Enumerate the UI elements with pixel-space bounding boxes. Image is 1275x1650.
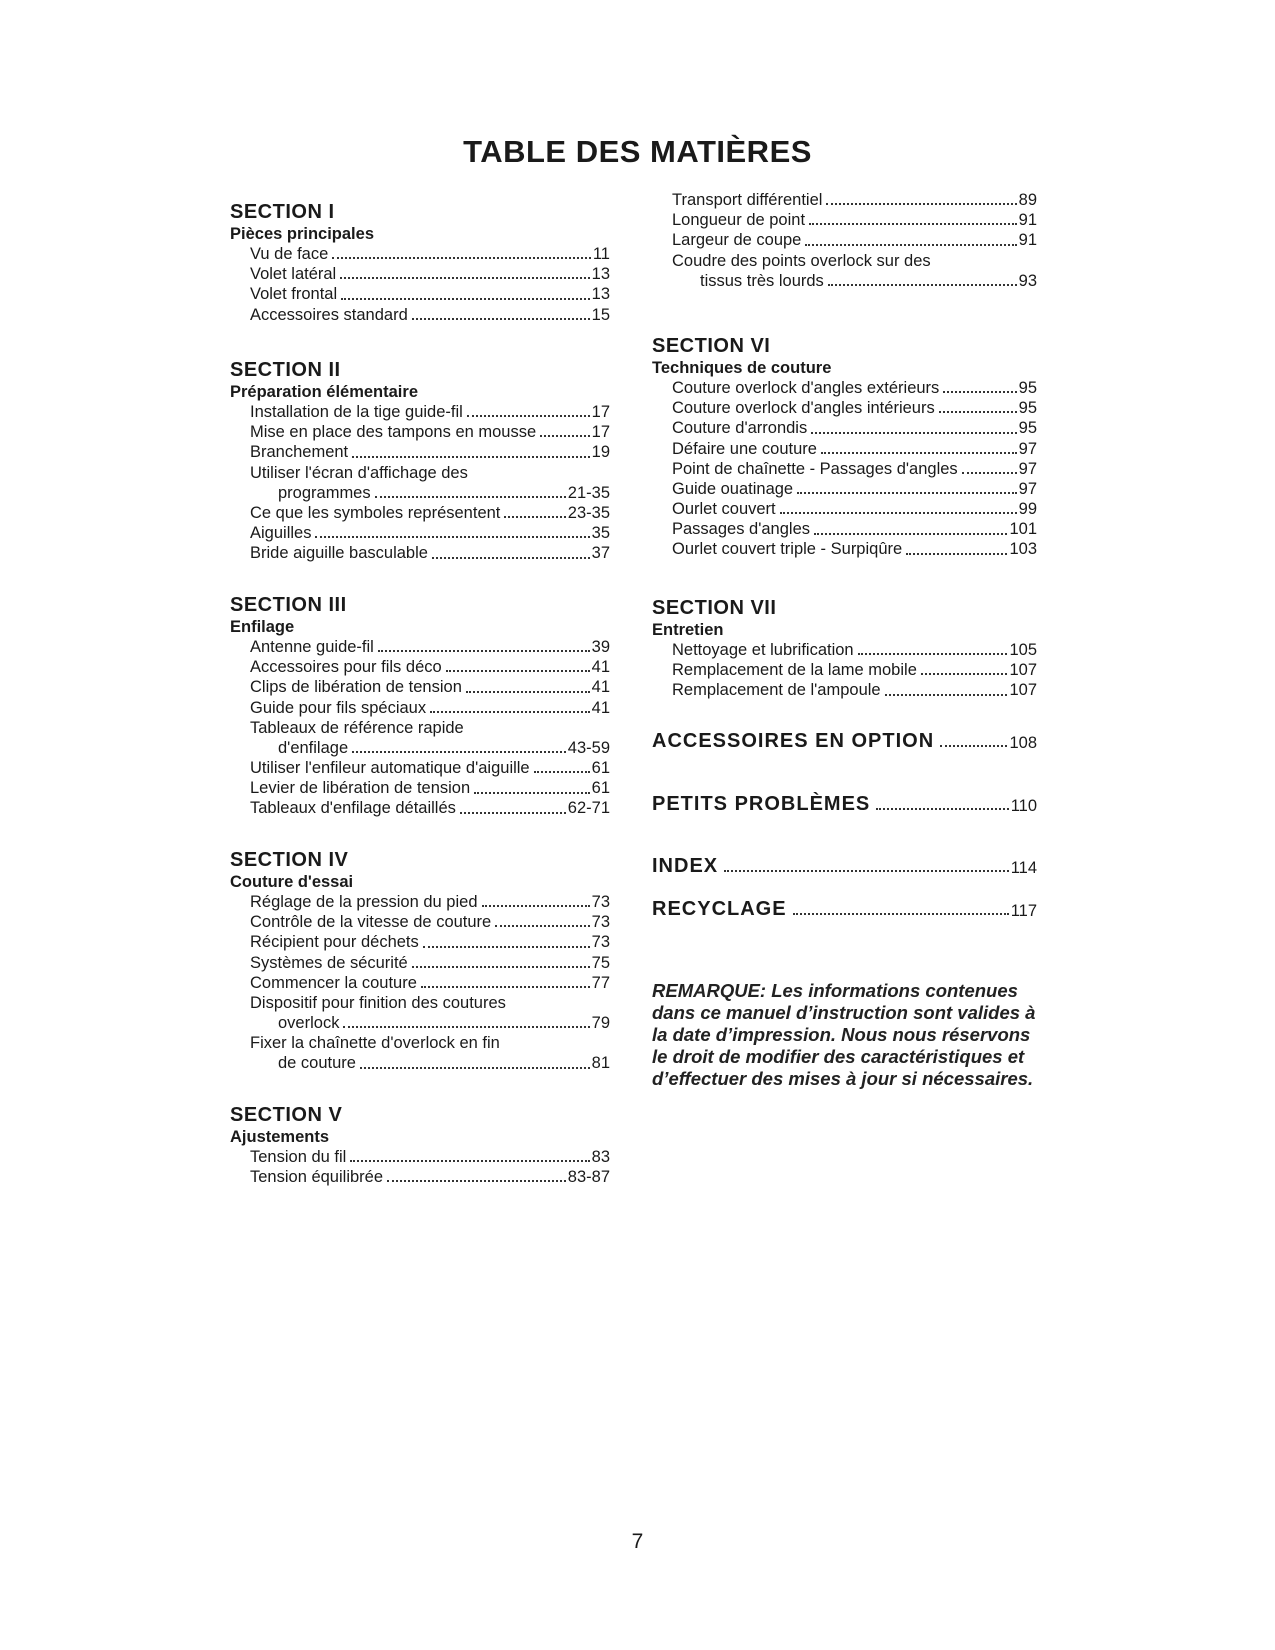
leader-dots <box>939 411 1017 413</box>
entry-label: Volet latéral <box>250 265 337 284</box>
entry-label: Couture overlock d'angles intérieurs <box>672 399 935 418</box>
toc-entry <box>652 499 1037 519</box>
entry-page: 103 <box>1009 540 1037 559</box>
entry-page: 79 <box>591 1014 610 1033</box>
entry-label-line1: Dispositif pour finition des coutures <box>250 993 506 1012</box>
leader-dots <box>805 244 1016 246</box>
entry-page: 83-87 <box>567 1168 610 1187</box>
leader-dots <box>940 745 1007 747</box>
entry-label: Remplacement de la lame mobile <box>672 661 917 680</box>
leader-dots <box>315 536 589 538</box>
toc-entry <box>230 799 610 819</box>
entry-page: 61 <box>591 779 610 798</box>
entry-label-line2: overlock <box>278 1014 340 1033</box>
section-subtitle: Enfilage <box>230 618 295 636</box>
toc-entry <box>230 778 610 798</box>
leader-dots <box>352 751 566 753</box>
leader-dots <box>412 966 590 968</box>
toc-entry <box>652 378 1037 398</box>
entry-line2 <box>250 1013 610 1033</box>
entry-page: 43-59 <box>567 738 610 757</box>
leader-dots <box>430 711 590 713</box>
leader-dots <box>885 694 1008 696</box>
entry-label: Branchement <box>250 443 349 462</box>
section-subtitle: Couture d'essai <box>230 873 354 891</box>
section-6 <box>652 334 1037 560</box>
entry-line2 <box>250 483 610 503</box>
toc-accessoires-option <box>652 730 1037 753</box>
entry-page: 89 <box>1018 190 1037 209</box>
section-title: SECTION V <box>230 1104 343 1126</box>
big-entry-label: PETITS PROBLÈMES <box>652 793 871 815</box>
leader-dots <box>412 318 590 320</box>
toc-recyclage <box>652 898 1037 921</box>
toc-entry <box>652 418 1037 438</box>
toc-entry <box>652 190 1037 210</box>
toc-entry <box>230 305 610 325</box>
leader-dots <box>943 391 1016 393</box>
section-title: SECTION IV <box>230 849 349 871</box>
entry-line2 <box>250 738 610 758</box>
toc-entry <box>652 680 1037 700</box>
entry-label-line1: Fixer la chaînette d'overlock en fin <box>250 1034 500 1053</box>
entry-page: 15 <box>591 305 610 324</box>
leader-dots <box>446 670 590 672</box>
entry-label: Remplacement de l'ampoule <box>672 681 881 700</box>
leader-dots <box>466 691 590 693</box>
entry-page: 73 <box>591 933 610 952</box>
entry-page: 17 <box>591 423 610 442</box>
leader-dots <box>797 492 1017 494</box>
leader-dots <box>876 808 1008 810</box>
leader-dots <box>962 472 1017 474</box>
toc-entry <box>230 892 610 912</box>
entry-page: 41 <box>591 698 610 717</box>
section-subtitle: Techniques de couture <box>652 359 832 377</box>
section-subtitle: Préparation élémentaire <box>230 383 418 401</box>
entry-page: 35 <box>591 524 610 543</box>
leader-dots <box>809 223 1017 225</box>
leader-dots <box>540 435 589 437</box>
entry-page: 19 <box>591 443 610 462</box>
entry-page: 73 <box>591 913 610 932</box>
entry-label: Guide pour fils spéciaux <box>250 698 427 717</box>
leader-dots <box>821 452 1017 454</box>
toc-entry <box>652 398 1037 418</box>
big-entry-page: 114 <box>1010 859 1037 877</box>
leader-dots <box>350 1160 589 1162</box>
entry-page: 62-71 <box>567 799 610 818</box>
section-title: SECTION VI <box>652 335 771 357</box>
section-7 <box>652 596 1037 701</box>
toc-entry <box>230 1033 610 1073</box>
remarque-note: REMARQUE: Les informations contenues dans ce manuel d’instruction sont valides à la date d’impression. Nous nous réservons le droit de modifier des caractéristiques et d’effectuer des mises à jour si nécessaires. <box>652 980 1036 1089</box>
toc-entry <box>230 637 610 657</box>
leader-dots <box>724 870 1009 872</box>
entry-page: 101 <box>1009 520 1037 539</box>
entry-label: Ce que les symboles représentent <box>250 503 501 522</box>
toc-entry <box>230 463 610 503</box>
toc-entry <box>652 230 1037 250</box>
entry-label: Volet frontal <box>250 285 338 304</box>
entry-page: 23-35 <box>567 503 610 522</box>
leader-dots <box>495 925 589 927</box>
entry-label-line2: tissus très lourds <box>700 271 824 290</box>
section-title: SECTION VII <box>652 597 777 619</box>
entry-page: 83 <box>591 1147 610 1166</box>
entry-page: 91 <box>1018 211 1037 230</box>
entry-label: Couture d'arrondis <box>672 419 808 438</box>
toc-entry <box>230 543 610 563</box>
toc-entry <box>230 698 610 718</box>
entry-page: 13 <box>591 285 610 304</box>
entry-label-line2: programmes <box>278 483 371 502</box>
leader-dots <box>423 946 590 948</box>
entry-page: 21-35 <box>567 483 610 502</box>
entry-page: 91 <box>1018 231 1037 250</box>
entry-label-line2: de couture <box>278 1054 356 1073</box>
toc-entry <box>230 657 610 677</box>
entry-page: 97 <box>1018 479 1037 498</box>
big-entry-page: 110 <box>1010 797 1037 815</box>
toc-entry <box>230 953 610 973</box>
section-3 <box>230 593 610 819</box>
leader-dots <box>504 516 565 518</box>
entry-page: 37 <box>591 544 610 563</box>
leader-dots <box>341 298 590 300</box>
toc-entry <box>230 264 610 284</box>
section-title: SECTION I <box>230 201 335 223</box>
toc-entry <box>230 244 610 264</box>
entry-label: Accessoires pour fils déco <box>250 658 442 677</box>
entry-label: Passages d'angles <box>672 520 810 539</box>
entry-page: 97 <box>1018 459 1037 478</box>
entry-line2 <box>672 271 1037 291</box>
leader-dots <box>343 1026 589 1028</box>
section-subtitle: Entretien <box>652 621 724 639</box>
toc-petits-problemes <box>652 793 1037 816</box>
toc-entry <box>652 660 1037 680</box>
entry-label: Guide ouatinage <box>672 479 794 498</box>
leader-dots <box>432 557 590 559</box>
section-subtitle: Pièces principales <box>230 225 374 243</box>
leader-dots <box>780 512 1017 514</box>
section-title: SECTION III <box>230 594 347 616</box>
toc-entry <box>230 973 610 993</box>
entry-label: Clips de libération de tension <box>250 678 462 697</box>
leader-dots <box>828 284 1017 286</box>
entry-label: Couture overlock d'angles extérieurs <box>672 378 940 397</box>
entry-line2 <box>250 1054 610 1074</box>
page-title: TABLE DES MATIÈRES <box>463 134 812 169</box>
entry-label: Récipient pour déchets <box>250 933 419 952</box>
entry-label-line1: Tableaux de référence rapide <box>250 718 464 737</box>
toc-entry <box>652 479 1037 499</box>
entry-label: Point de chaînette - Passages d'angles <box>672 459 958 478</box>
entry-label-line2: d'enfilage <box>278 738 349 757</box>
entry-page: 99 <box>1018 500 1037 519</box>
entry-page: 41 <box>591 678 610 697</box>
leader-dots <box>360 1067 590 1069</box>
toc-entry <box>230 912 610 932</box>
entry-label: Tableaux d'enfilage détaillés <box>250 799 456 818</box>
toc-entry <box>230 932 610 952</box>
leader-dots <box>811 432 1016 434</box>
toc-index <box>652 855 1037 878</box>
big-entry-page: 117 <box>1010 902 1037 920</box>
toc-entry <box>230 402 610 422</box>
entry-page: 95 <box>1018 378 1037 397</box>
leader-dots <box>814 533 1007 535</box>
toc-entry <box>652 519 1037 539</box>
big-entry-label: INDEX <box>652 855 719 877</box>
leader-dots <box>534 771 590 773</box>
entry-label-line1: Utiliser l'écran d'affichage des <box>250 463 468 482</box>
entry-label: Nettoyage et lubrification <box>672 640 854 659</box>
section-4 <box>230 848 610 1074</box>
entry-page: 13 <box>591 265 610 284</box>
big-entry-label: RECYCLAGE <box>652 898 787 920</box>
leader-dots <box>352 456 590 458</box>
entry-label-line1: Coudre des points overlock sur des <box>672 251 931 270</box>
entry-label: Vu de face <box>250 244 329 263</box>
entry-page: 95 <box>1018 419 1037 438</box>
section-2 <box>230 358 610 564</box>
leader-dots <box>826 203 1016 205</box>
toc-entry <box>652 439 1037 459</box>
entry-page: 97 <box>1018 439 1037 458</box>
entry-label: Longueur de point <box>672 211 806 230</box>
entry-label: Transport différentiel <box>672 190 823 209</box>
entry-label: Ourlet couvert <box>672 500 776 519</box>
entry-page: 11 <box>592 244 610 263</box>
entry-label: Aiguilles <box>250 524 312 543</box>
entry-label: Tension équilibrée <box>250 1168 384 1187</box>
entry-label: Installation de la tige guide-fil <box>250 402 463 421</box>
entry-label: Systèmes de sécurité <box>250 953 408 972</box>
entry-label: Ourlet couvert triple - Surpiqûre <box>672 540 903 559</box>
leader-dots <box>793 913 1009 915</box>
toc-entry <box>230 993 610 1033</box>
leader-dots <box>482 905 590 907</box>
leader-dots <box>375 496 566 498</box>
leader-dots <box>332 257 591 259</box>
leader-dots <box>467 415 590 417</box>
toc-entry <box>230 1147 610 1167</box>
toc-entry <box>230 758 610 778</box>
toc-entry <box>652 459 1037 479</box>
page-number: 7 <box>631 1530 644 1553</box>
entry-page: 61 <box>591 759 610 778</box>
entry-label: Réglage de la pression du pied <box>250 892 478 911</box>
entry-page: 77 <box>591 973 610 992</box>
leader-dots <box>474 792 589 794</box>
section-5-continued <box>652 190 1037 291</box>
entry-page: 17 <box>591 402 610 421</box>
entry-page: 105 <box>1009 640 1037 659</box>
entry-page: 41 <box>591 658 610 677</box>
toc-entry <box>230 422 610 442</box>
entry-label: Mise en place des tampons en mousse <box>250 423 537 442</box>
toc-entry <box>652 540 1037 560</box>
entry-page: 93 <box>1018 271 1037 290</box>
entry-label: Accessoires standard <box>250 305 408 324</box>
entry-label: Largeur de coupe <box>672 231 802 250</box>
leader-dots <box>378 650 590 652</box>
toc-entry <box>230 1167 610 1187</box>
big-entry-label: ACCESSOIRES EN OPTION <box>652 730 935 752</box>
entry-label: Tension du fil <box>250 1147 347 1166</box>
entry-label: Utiliser l'enfileur automatique d'aiguille <box>250 759 530 778</box>
entry-label: Levier de libération de tension <box>250 779 471 798</box>
toc-entry <box>230 284 610 304</box>
entry-page: 39 <box>591 637 610 656</box>
entry-page: 95 <box>1018 399 1037 418</box>
entry-page: 81 <box>591 1054 610 1073</box>
entry-page: 73 <box>591 892 610 911</box>
leader-dots <box>340 277 589 279</box>
entry-label: Défaire une couture <box>672 439 817 458</box>
leader-dots <box>387 1180 566 1182</box>
entry-page: 75 <box>591 953 610 972</box>
toc-entry <box>652 210 1037 230</box>
toc-entry <box>230 503 610 523</box>
entry-label: Antenne guide-fil <box>250 637 374 656</box>
big-entry-page: 108 <box>1009 734 1037 752</box>
section-5 <box>230 1103 610 1187</box>
toc-entry <box>230 718 610 758</box>
toc-entry <box>230 677 610 697</box>
toc-entry <box>230 442 610 462</box>
leader-dots <box>906 553 1007 555</box>
toc-entry <box>652 251 1037 291</box>
toc-entry <box>652 640 1037 660</box>
entry-label: Contrôle de la vitesse de couture <box>250 913 492 932</box>
section-title: SECTION II <box>230 359 341 381</box>
entry-page: 107 <box>1009 661 1037 680</box>
leader-dots <box>921 673 1008 675</box>
entry-label: Commencer la couture <box>250 973 417 992</box>
entry-page: 107 <box>1009 681 1037 700</box>
section-subtitle: Ajustements <box>230 1128 330 1146</box>
leader-dots <box>421 986 590 988</box>
section-1 <box>230 200 610 325</box>
toc-entry <box>230 523 610 543</box>
entry-label: Bride aiguille basculable <box>250 544 428 563</box>
leader-dots <box>858 653 1008 655</box>
leader-dots <box>460 812 566 814</box>
